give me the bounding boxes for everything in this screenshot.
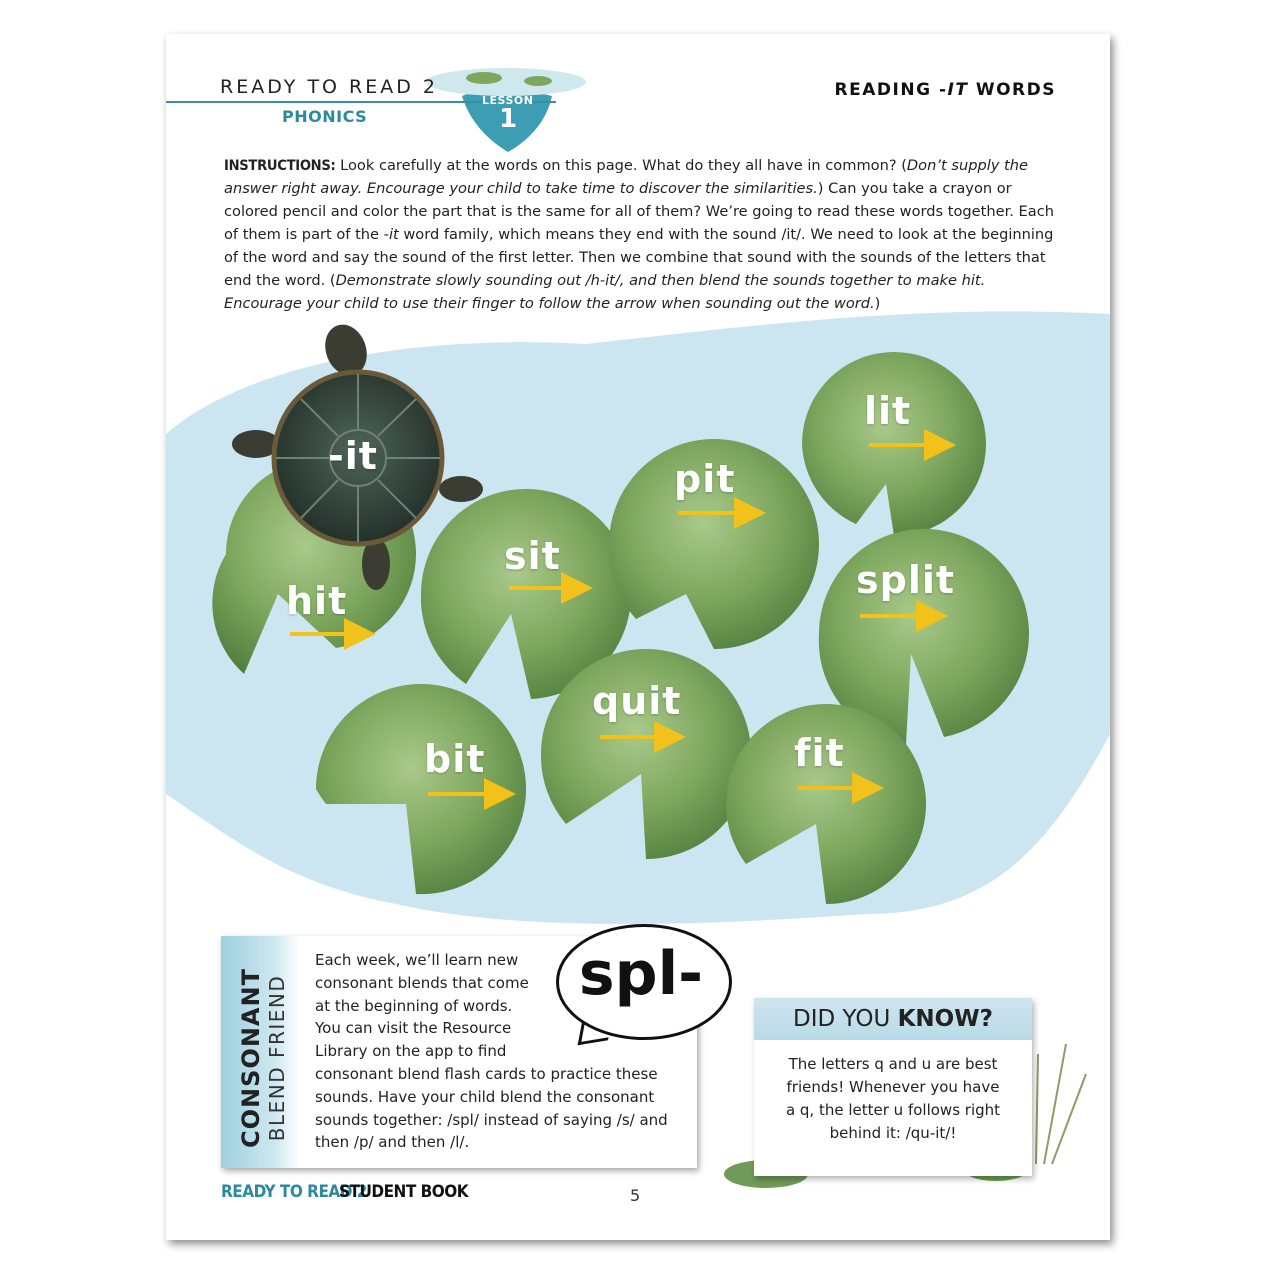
word-sit: sit xyxy=(504,534,561,578)
blend-bubble-text: spl- xyxy=(578,939,704,1009)
series-title: READY TO READ 2 xyxy=(220,76,439,98)
page-title-em: IT xyxy=(947,80,969,100)
page-title-pre: READING - xyxy=(834,80,948,100)
word-hit: hit xyxy=(286,579,348,623)
instr-t1: Look carefully at the words on this page. What do they all have in common? ( xyxy=(335,157,907,174)
instr-t3: ) Can you take a crayon or colored pencil and color the part that is the same for all of them? We’re going to read these words together. Each of them is part of the xyxy=(224,180,1054,243)
page-number: 5 xyxy=(630,1186,641,1205)
dyk-line: friends! Whenever you have xyxy=(786,1078,1000,1096)
instr-t7: ) xyxy=(874,295,881,312)
subject-label: PHONICS xyxy=(282,107,368,126)
dyk-line: a q, the letter u follows right xyxy=(785,1101,1001,1119)
blend-line: Each week, we’ll learn new xyxy=(315,951,519,969)
blend-line: Library on the app to find xyxy=(315,1042,507,1061)
lesson-label: LESSON xyxy=(482,94,534,107)
blend-line: sounds. Have your child blend the consonant xyxy=(315,1087,655,1106)
footer-series: READY TO READ 2 xyxy=(221,1182,367,1202)
blend-line: sounds together: /spl/ instead of saying /s/ and xyxy=(315,1110,668,1129)
word-it: -it xyxy=(328,434,378,478)
page-title-post: WORDS xyxy=(968,80,1056,100)
blend-label-1: CONSONANT xyxy=(237,968,265,1148)
instr-t6: Demonstrate slowly sounding out /h-it/, and then blend the sounds together to make hit. Encourage your child to use their finger to follow the arrow when sounding out the word. xyxy=(224,272,986,312)
workbook-page xyxy=(166,34,1110,1240)
did-you-know-box xyxy=(754,998,1032,1176)
instr-t5: word family, which means they end with the sound /it/. We need to look at the beginning of the word and say the sound of the first letter. Then we combine that sound with the sounds of the letters that end the word. ( xyxy=(224,226,1054,289)
dyk-line: behind it: /qu-it/! xyxy=(829,1124,957,1142)
dyk-line: The letters q and u are best xyxy=(788,1055,998,1073)
instructions-label: INSTRUCTIONS: xyxy=(224,157,336,174)
blend-line: at the beginning of words. xyxy=(315,996,513,1015)
word-fit: fit xyxy=(794,731,845,775)
word-lit: lit xyxy=(864,389,912,433)
dyk-title-2: KNOW? xyxy=(897,1006,993,1032)
word-quit: quit xyxy=(592,679,682,723)
blend-line: consonant blend flash cards to practice these xyxy=(315,1064,658,1083)
footer-book: STUDENT BOOK xyxy=(339,1182,469,1202)
word-bit: bit xyxy=(424,737,486,781)
blend-line: You can visit the Resource xyxy=(315,1019,512,1038)
instructions-paragraph xyxy=(224,154,1058,315)
blend-line: consonant blends that come xyxy=(315,973,529,992)
did-you-know-text xyxy=(770,1053,1016,1145)
blend-label-2: BLEND FRIEND xyxy=(265,974,289,1142)
word-pit: pit xyxy=(674,457,736,501)
page-title xyxy=(835,80,1056,100)
instr-t2: Don’t supply the answer right away. Encourage your child to take time to discover the similarities. xyxy=(224,157,1028,197)
reeds xyxy=(1036,1044,1086,1164)
dyk-title-1: DID YOU xyxy=(793,1006,898,1032)
blend-line: then /p/ and then /l/. xyxy=(315,1133,470,1152)
lesson-number: 1 xyxy=(499,104,518,134)
instr-t4: -it xyxy=(383,226,399,243)
word-split: split xyxy=(856,558,956,602)
did-you-know-title xyxy=(754,1006,1032,1032)
blend-vertical-label xyxy=(237,948,289,1168)
